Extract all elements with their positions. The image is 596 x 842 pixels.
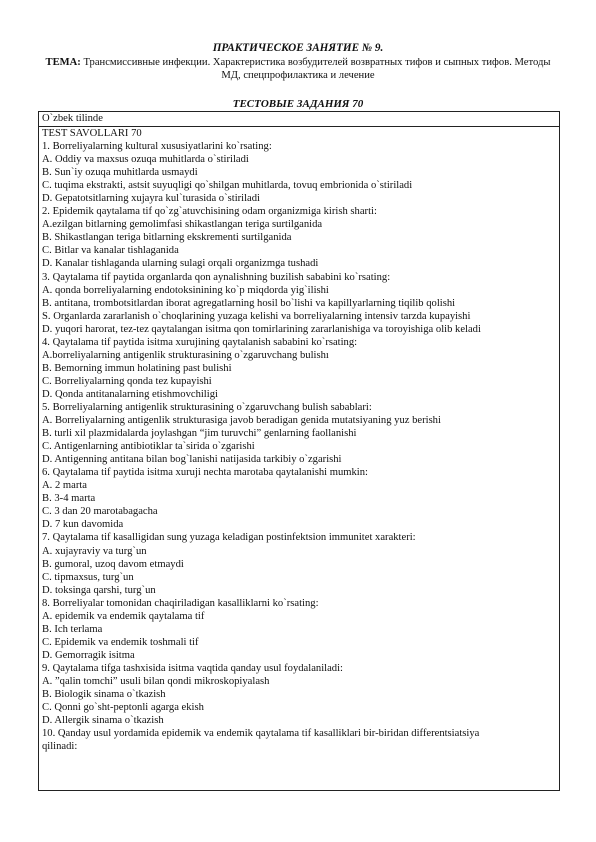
- theme-label: ТЕМА:: [45, 57, 81, 68]
- question-line: B. Sun`iy ozuqa muhitlarda usmaydi: [42, 167, 198, 179]
- question-line: C. tipmaxsus, turg`un: [42, 571, 134, 583]
- theme-paragraph: [40, 56, 556, 82]
- question-line: A. xujayraviy va turg`un: [42, 545, 147, 557]
- question-line: A. ”qalin tomchi” usuli bilan qondi mikroskopiyalash: [42, 675, 270, 687]
- theme-text: Трансмиссивные инфекции. Характеристика возбудителей возвратных тифов и сыпных тифов. Методы МД, спецпрофилактика и лечение: [83, 57, 551, 81]
- test-table: [38, 111, 560, 791]
- question-line: A. epidemik va endemik qaytalama tif: [42, 610, 205, 622]
- question-line: C. Antigenlarning antibiotiklar ta`sirida o`zgarishi: [42, 441, 255, 453]
- question-line: 3. Qaytalama tif paytida organlarda qon aynalishning buzilish sababini ko`rsating:: [42, 271, 391, 283]
- question-line: B. turli xil plazmidalarda joylashgan “jim turuvchi” genlarning faollanishi: [42, 428, 357, 440]
- question-line: A. Oddiy va maxsus ozuqa muhitlarda o`stiriladi: [42, 154, 249, 166]
- question-line: 2. Epidemik qaytalama tif qo`zg`atuvchisining odam organizmiga kirish sharti:: [42, 206, 377, 218]
- question-line: A. Borreliyalarning antigenlik strukturasiga javob beradigan genida mutatsiyaning yuz berishi: [42, 415, 441, 427]
- question-list: [39, 127, 559, 753]
- question-line: B. Biologik sinama o`tkazish: [42, 689, 166, 701]
- question-line: A.borreliyalarning antigenlik strukturasining o`zgaruvchang bulishı: [42, 349, 329, 361]
- question-line: D. Qonda antitanalarning etishmovchiligi: [42, 388, 218, 400]
- question-line: A. 2 marta: [42, 480, 88, 492]
- question-line: C. Epidemik va endemik toshmali tif: [42, 636, 199, 648]
- question-line: 6. Qaytalama tif paytida isitma xuruji nechta marotaba qaytalanishi mumkin:: [42, 467, 368, 479]
- question-line: D. Antigenning antitana bilan bog`lanishi natijasida tarkibiy o`zgarishi: [42, 454, 342, 466]
- question-line: A. qonda borreliyalarning endotoksinining ko`p miqdorda yig`ilishi: [42, 284, 329, 296]
- question-line: B. Ich terlama: [42, 623, 103, 635]
- question-line: C. Borreliyalarning qonda tez kupayishi: [42, 375, 212, 387]
- question-line: C. 3 dan 20 marotabagacha: [42, 506, 158, 518]
- question-line: 10. Qanday usul yordamida epidemik va endemik qaytalama tif kasalliklari bir-biridan differentsiatsiya: [42, 728, 480, 740]
- question-line: 5. Borreliyalarning antigenlik strukturasining o`zgaruvchang bulish sabablari:: [42, 401, 372, 413]
- question-line: B. gumoral, uzoq davom etmaydi: [42, 558, 184, 570]
- question-line: D. yuqori harorat, tez-tez qaytalangan isitma qon tomirlarining zararlanishiga va toroyishiga olib keladi: [42, 323, 481, 335]
- question-line: C. Qonni go`sht-peptonli agarga ekish: [42, 702, 204, 714]
- question-line: 1. Borreliyalarning kultural xususiyatlarini ko`rsating:: [42, 141, 272, 153]
- question-line: D. toksinga qarshi, turg`un: [42, 584, 156, 596]
- question-line: C. Bitlar va kanalar tishlaganida: [42, 245, 179, 257]
- question-line: D. Kanalar tishlaganda ularning sulagi orqali organizmga tushadi: [42, 258, 319, 270]
- question-line: B. Shikastlangan teriga bitlarning ekskrementi surtilganida: [42, 232, 292, 244]
- question-line: D. Allergik sinama o`tkazish: [42, 715, 164, 727]
- question-line: qilinadi:: [42, 741, 78, 753]
- question-line: A.ezilgan bitlarning gemolimfasi shikastlangan teriga surtilganida: [42, 219, 323, 231]
- question-line: D. Gepatotsitlarning xujayra kul`turasida o`stiriladi: [42, 193, 260, 205]
- question-line: B. 3-4 marta: [42, 493, 96, 505]
- question-line: S. Organlarda zararlanish o`choqlarining yuzaga kelishi va borreliyalarning intensiv tarzda kupayishi: [42, 310, 471, 322]
- question-line: B. antitana, trombotsitlardan iborat agregatlarning hosil bo`lishi va kapillyarlarning tiqilib qolishi: [42, 297, 456, 309]
- question-line: 4. Qaytalama tif paytida isitma xurujining qaytalanish sababini ko`rsating:: [42, 336, 358, 348]
- question-line: TEST SAVOLLARI 70: [42, 128, 142, 139]
- question-line: D. Gemorragik isitma: [42, 649, 135, 661]
- language-row: O`zbek tilinde: [39, 112, 559, 127]
- question-line: C. tuqima ekstrakti, astsit suyuqligi qo`shilgan muhitlarda, tovuq embrionida o`stiriladi: [42, 180, 413, 192]
- question-line: 8. Borreliyalar tomonidan chaqiriladigan kasalliklarni ko`rsating:: [42, 597, 319, 609]
- question-line: 9. Qaytalama tifga tashxisida isitma vaqtida qanday usul foydalaniladi:: [42, 662, 343, 674]
- question-line: 7. Qaytalama tif kasalligidan sung yuzaga keladigan postinfektsion immunitet xarakteri:: [42, 532, 416, 544]
- tests-heading: ТЕСТОВЫЕ ЗАДАНИЯ 70: [232, 98, 364, 110]
- page-title: ПРАКТИЧЕСКОЕ ЗАНЯТИЕ № 9.: [212, 42, 384, 54]
- question-line: B. Bemorning immun holatining past bulishi: [42, 362, 232, 374]
- question-line: D. 7 kun davomida: [42, 519, 124, 531]
